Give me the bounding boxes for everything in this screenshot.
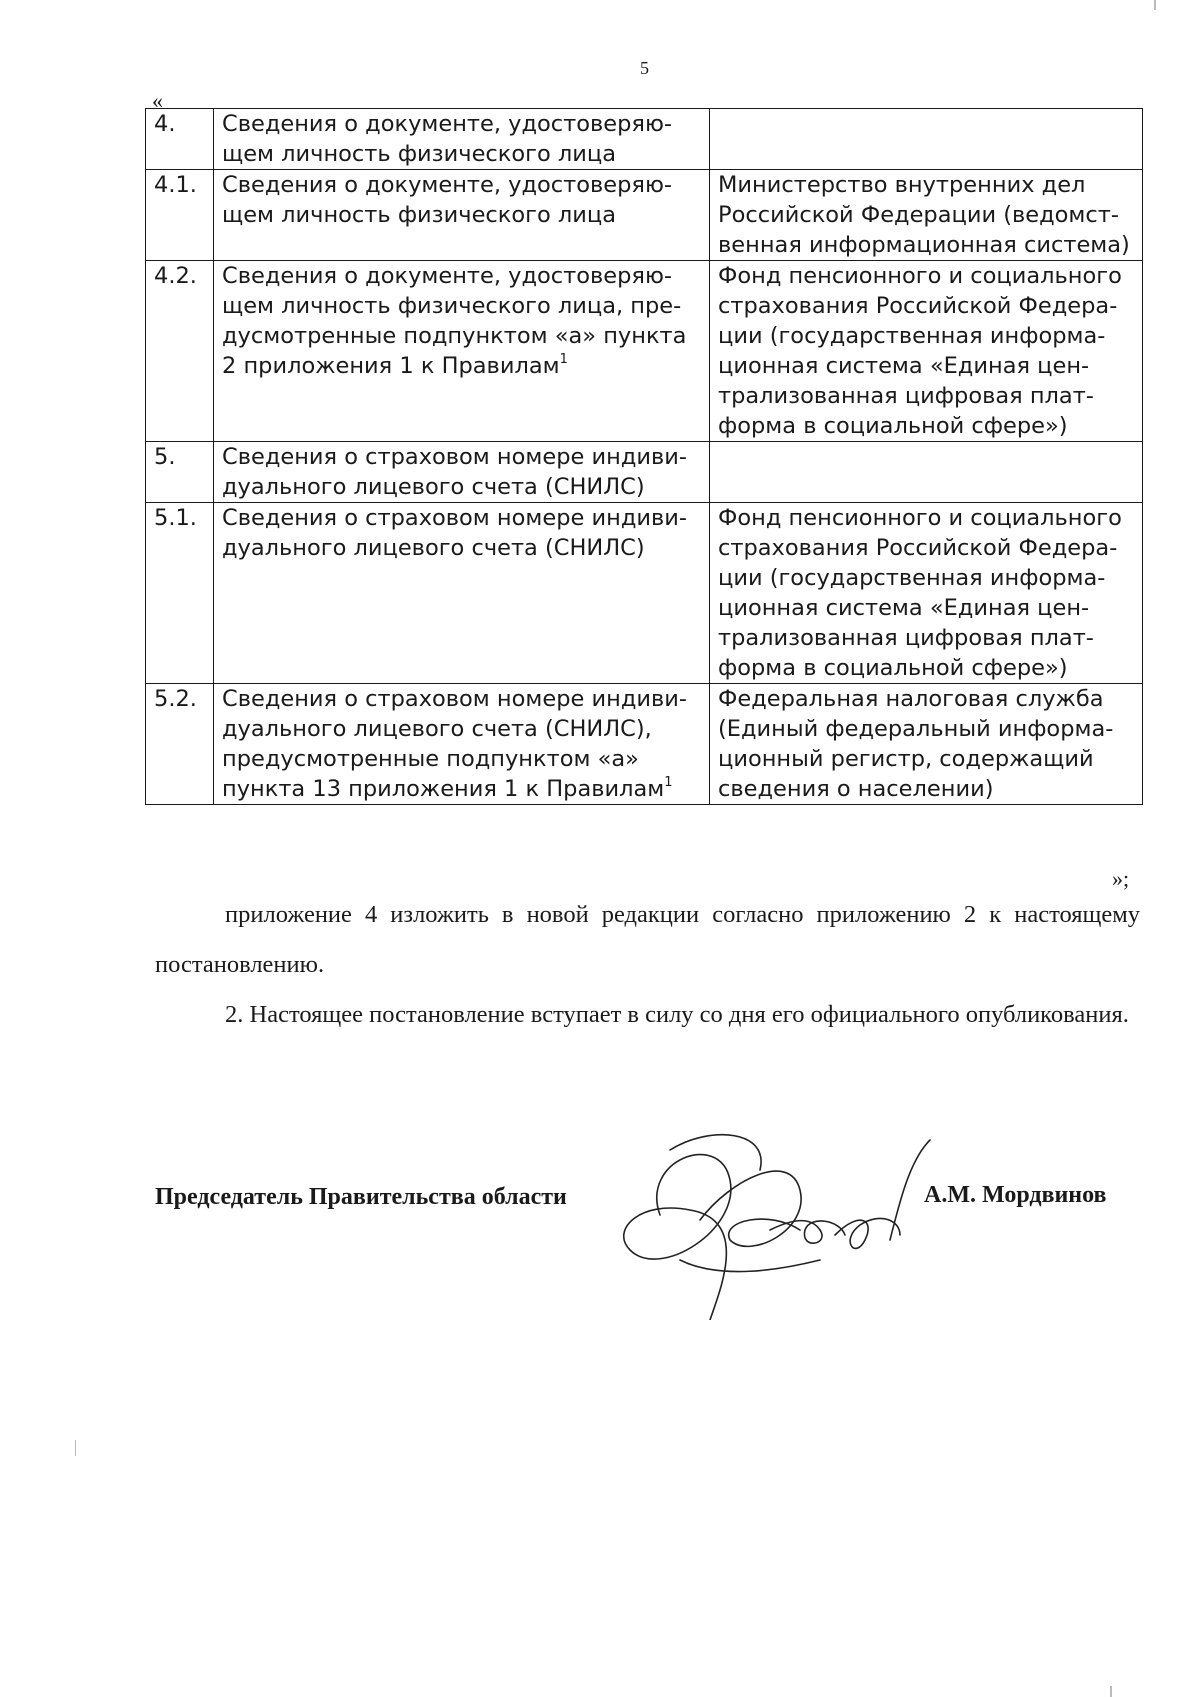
table-row: [146, 170, 1143, 261]
row-description: Сведения о страховом номере индиви- дуального лицевого счета (СНИЛС): [214, 442, 710, 503]
row-number: 5.: [146, 442, 214, 503]
row-source: [710, 442, 1143, 503]
row-source: Министерство внутренних дел Российской Федерации (ведомст- венная информационная система): [710, 170, 1143, 261]
handwritten-signature: [600, 1120, 960, 1320]
data-sources-table: [145, 108, 1143, 805]
row-source: [710, 109, 1143, 170]
row-description: Сведения о документе, удостоверяю- щем личность физического лица, пре- дусмотренные подпунктом «а» пункта 2 приложения 1 к Правилам$^1$: [214, 261, 710, 442]
row-number: 4.: [146, 109, 214, 170]
paragraph-effective-date: 2. Настоящее постановление вступает в силу со дня его официального опубликования.: [225, 1001, 1129, 1028]
signatory-title: Председатель Правительства области: [155, 1184, 567, 1210]
signatory-name: А.М. Мордвинов: [924, 1182, 1107, 1208]
row-description: Сведения о страховом номере индиви- дуального лицевого счета (СНИЛС), предусмотренные подпунктом «а» пункта 13 приложения 1 к Правилам$^1$: [214, 684, 710, 805]
row-source: Федеральная налоговая служба (Единый федеральный информа- ционный регистр, содержащий сведения о населении): [710, 684, 1143, 805]
scan-mark: [1154, 0, 1156, 10]
table-row: [146, 684, 1143, 805]
row-number: 5.2.: [146, 684, 214, 805]
row-number: 5.1.: [146, 503, 214, 684]
table-row: [146, 261, 1143, 442]
row-source: Фонд пенсионного и социального страхования Российской Федера- ции (государственная информа- ционная система «Единая цен- трализованная цифровая плат- форма в социальной сфере»): [710, 503, 1143, 684]
row-source: Фонд пенсионного и социального страхования Российской Федера- ции (государственная информа- ционная система «Единая цен- трализованная цифровая плат- форма в социальной сфере»): [710, 261, 1143, 442]
opening-quote: «: [152, 88, 163, 113]
page-number: 5: [640, 58, 649, 78]
footnote-marker: 1: [559, 352, 568, 367]
row-number: 4.1.: [146, 170, 214, 261]
footnote-marker: 1: [664, 775, 673, 790]
closing-quote: »;: [1112, 866, 1130, 891]
table-row: [146, 109, 1143, 170]
row-description: Сведения о документе, удостоверяю- щем личность физического лица: [214, 109, 710, 170]
paragraph-appendix: приложение 4 изложить в новой редакции согласно приложению 2 к настоящему постановлению.: [155, 901, 1140, 978]
scan-mark: [1110, 1686, 1112, 1697]
row-description: Сведения о документе, удостоверяю- щем личность физического лица: [214, 170, 710, 261]
row-number: 4.2.: [146, 261, 214, 442]
scan-mark: [75, 1440, 76, 1456]
table-row: [146, 503, 1143, 684]
row-description: Сведения о страховом номере индиви- дуального лицевого счета (СНИЛС): [214, 503, 710, 684]
table-row: [146, 442, 1143, 503]
